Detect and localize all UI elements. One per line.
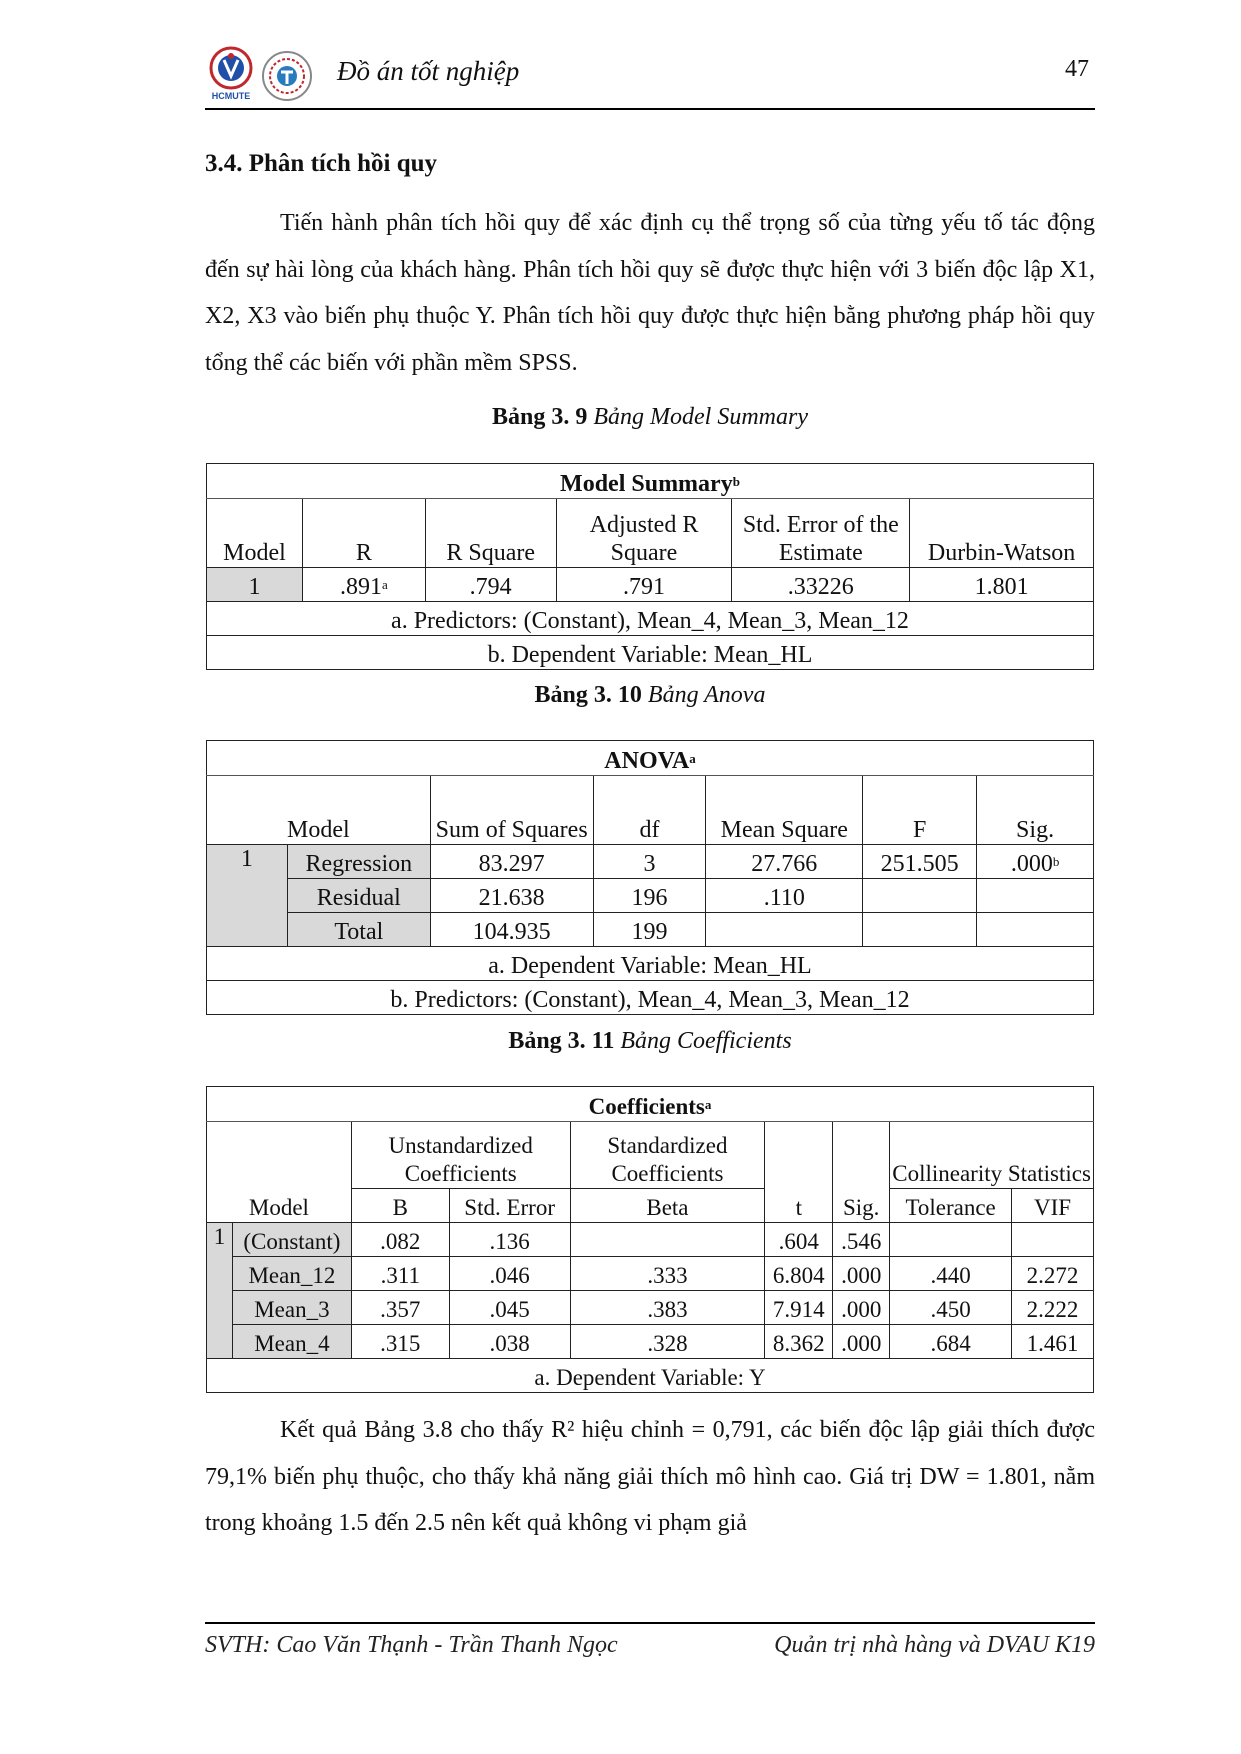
table3-header-unstandardized: Unstandardized Coefficients [351,1122,570,1189]
table3-cell-vif [1012,1223,1094,1257]
table3-header-beta: Beta [570,1189,765,1223]
table3-cell-b: .357 [351,1291,449,1325]
table3-cell-vif: 1.461 [1012,1325,1094,1359]
table3-header-vif: VIF [1012,1189,1094,1223]
table3-cell-vif: 2.222 [1012,1291,1094,1325]
table1-cell-std-error: .33226 [732,568,910,602]
table2-header-sig: Sig. [977,776,1094,845]
table2-cell-model: 1 [207,845,288,947]
table3-cell-b: .311 [351,1257,449,1291]
table2-cell-ss: 83.297 [430,845,593,879]
table3-cell-t: .604 [765,1223,833,1257]
table3-cell-se: .045 [449,1291,570,1325]
table3-header-b: B [351,1189,449,1223]
table1-header-std-error: Std. Error of the Estimate [732,499,910,568]
coefficients-table [206,1086,1094,1393]
table2-row-label: Total [287,913,430,947]
table3-cell-tolerance: .684 [890,1325,1012,1359]
table3-row-label: Mean_3 [232,1291,351,1325]
table1-header-r-square: R Square [425,499,556,568]
section-heading: 3.4. Phân tích hồi quy [205,150,438,177]
page-number: 47 [1065,56,1089,82]
table2-cell-df: 196 [593,879,706,913]
table1-header-durbin-watson: Durbin-Watson [910,499,1094,568]
table3-row-label: Mean_4 [232,1325,351,1359]
table3-cell-t: 8.362 [765,1325,833,1359]
table2-note-b: b. Predictors: (Constant), Mean_4, Mean_3, Mean_12 [207,981,1094,1015]
faculty-logo [261,50,313,102]
table1-cell-durbin-watson: 1.801 [910,568,1094,602]
table3-header-sig: Sig. [833,1122,890,1223]
table2-cell-df: 199 [593,913,706,947]
table2-cell-ms [706,913,863,947]
table3-cell-sig: .000 [833,1291,890,1325]
header-title: Đồ án tốt nghiệp [337,56,520,86]
table3-header-model: Model [207,1122,352,1223]
paragraph-intro-text: Tiến hành phân tích hồi quy để xác định cụ thể trọng số của từng yếu tố tác động đến sự hài lòng của khách hàng. Phân tích hồi quy sẽ được thực hiện với 3 biến độc lập X1, X2, X3 vào biến phụ thuộc Y. Phân tích hồi quy được thực hiện bằng phương pháp hồi quy tổng thể các biến với phần mềm SPSS. [205,210,1095,376]
table3-row-label: Mean_12 [232,1257,351,1291]
table3-header-standardized: Standardized Coefficients [570,1122,765,1189]
anova-table [206,740,1094,1015]
table3-cell-model: 1 [207,1223,233,1359]
table2-cell-sig [977,879,1094,913]
table3-row-label: (Constant) [232,1223,351,1257]
table3-note-a: a. Dependent Variable: Y [207,1359,1094,1393]
table3-cell-beta [570,1223,765,1257]
table2-row-label: Regression [287,845,430,879]
table1-caption-text: Bảng Model Summary [593,404,808,430]
table3-cell-se: .038 [449,1325,570,1359]
footer-authors: SVTH: Cao Văn Thạnh - Trần Thanh Ngọc [205,1632,618,1658]
table2-header-mean-square: Mean Square [706,776,863,845]
table3-header-t: t [765,1122,833,1223]
table3-cell-b: .315 [351,1325,449,1359]
table2-cell-ss: 104.935 [430,913,593,947]
table1-cell-model: 1 [207,568,303,602]
table3-caption-number: Bảng 3. 11 [508,1028,615,1054]
table2-cell-sig [977,913,1094,947]
table3-cell-beta: .328 [570,1325,765,1359]
table1-cell-r-square: .794 [425,568,556,602]
table3-cell-t: 7.914 [765,1291,833,1325]
paragraph-intro [205,200,1095,386]
table3-title: Coefficients$^a$ [207,1087,1094,1122]
table1-title: Model Summary$^b$ [207,464,1094,499]
hcmute-logo-text: HCMUTE [211,91,251,101]
page-header [205,44,1095,110]
table1-note-a: a. Predictors: (Constant), Mean_4, Mean_3, Mean_12 [207,602,1094,636]
table2-caption-text: Bảng Anova [647,682,766,708]
table1-header-model: Model [207,499,303,568]
table3-cell-sig: .000 [833,1257,890,1291]
table3-cell-tolerance [890,1223,1012,1257]
table1-header-adj-r-square: Adjusted R Square [556,499,732,568]
table3-cell-se: .136 [449,1223,570,1257]
table3-cell-beta: .383 [570,1291,765,1325]
table2-cell-ss: 21.638 [430,879,593,913]
hcmute-logo [205,46,257,102]
table1-caption-number: Bảng 3. 9 [492,404,588,430]
table2-header-df: df [593,776,706,845]
table2-cell-ms: .110 [706,879,863,913]
model-summary-table [206,463,1094,670]
table3-cell-t: 6.804 [765,1257,833,1291]
table1-header-r: R [302,499,425,568]
table1-cell-adj-r-square: .791 [556,568,732,602]
table2-cell-df: 3 [593,845,706,879]
table3-caption [205,1028,1095,1055]
table2-cell-f [863,879,977,913]
footer-program: Quản trị nhà hàng và DVAU K19 [774,1632,1095,1658]
table1-cell-r: .891$^a$ [302,568,425,602]
table2-cell-f: 251.505 [863,845,977,879]
table3-cell-se: .046 [449,1257,570,1291]
table3-cell-b: .082 [351,1223,449,1257]
table2-note-a: a. Dependent Variable: Mean_HL [207,947,1094,981]
table3-cell-sig: .546 [833,1223,890,1257]
page-footer [205,1622,1095,1658]
table2-cell-sig: .000$^b$ [977,845,1094,879]
table2-row-label: Residual [287,879,430,913]
table3-cell-beta: .333 [570,1257,765,1291]
table3-cell-sig: .000 [833,1325,890,1359]
paragraph-results-text: Kết quả Bảng 3.8 cho thấy R² hiệu chỉnh = 0,791, các biến độc lập giải thích được 79,1% biến phụ thuộc, cho thấy khả năng giải thích mô hình cao. Giá trị DW = 1.801, nằm trong khoảng 1.5 đến 2.5 nên kết quả không vi phạm giả [205,1417,1095,1536]
table2-cell-ms: 27.766 [706,845,863,879]
table2-header-f: F [863,776,977,845]
table2-caption [205,682,1095,709]
table3-header-collinearity: Collinearity Statistics [890,1122,1094,1189]
table3-cell-tolerance: .450 [890,1291,1012,1325]
table2-caption-number: Bảng 3. 10 [534,682,642,708]
table1-caption [205,404,1095,431]
table2-title: ANOVA$^a$ [207,741,1094,776]
paragraph-results [205,1407,1095,1547]
table3-caption-text: Bảng Coefficients [620,1028,792,1054]
table3-cell-tolerance: .440 [890,1257,1012,1291]
table2-header-sum-of-squares: Sum of Squares [430,776,593,845]
table3-cell-vif: 2.272 [1012,1257,1094,1291]
table1-note-b: b. Dependent Variable: Mean_HL [207,636,1094,670]
table2-cell-f [863,913,977,947]
table2-header-model: Model [207,776,431,845]
table3-header-tolerance: Tolerance [890,1189,1012,1223]
table3-header-std-error: Std. Error [449,1189,570,1223]
